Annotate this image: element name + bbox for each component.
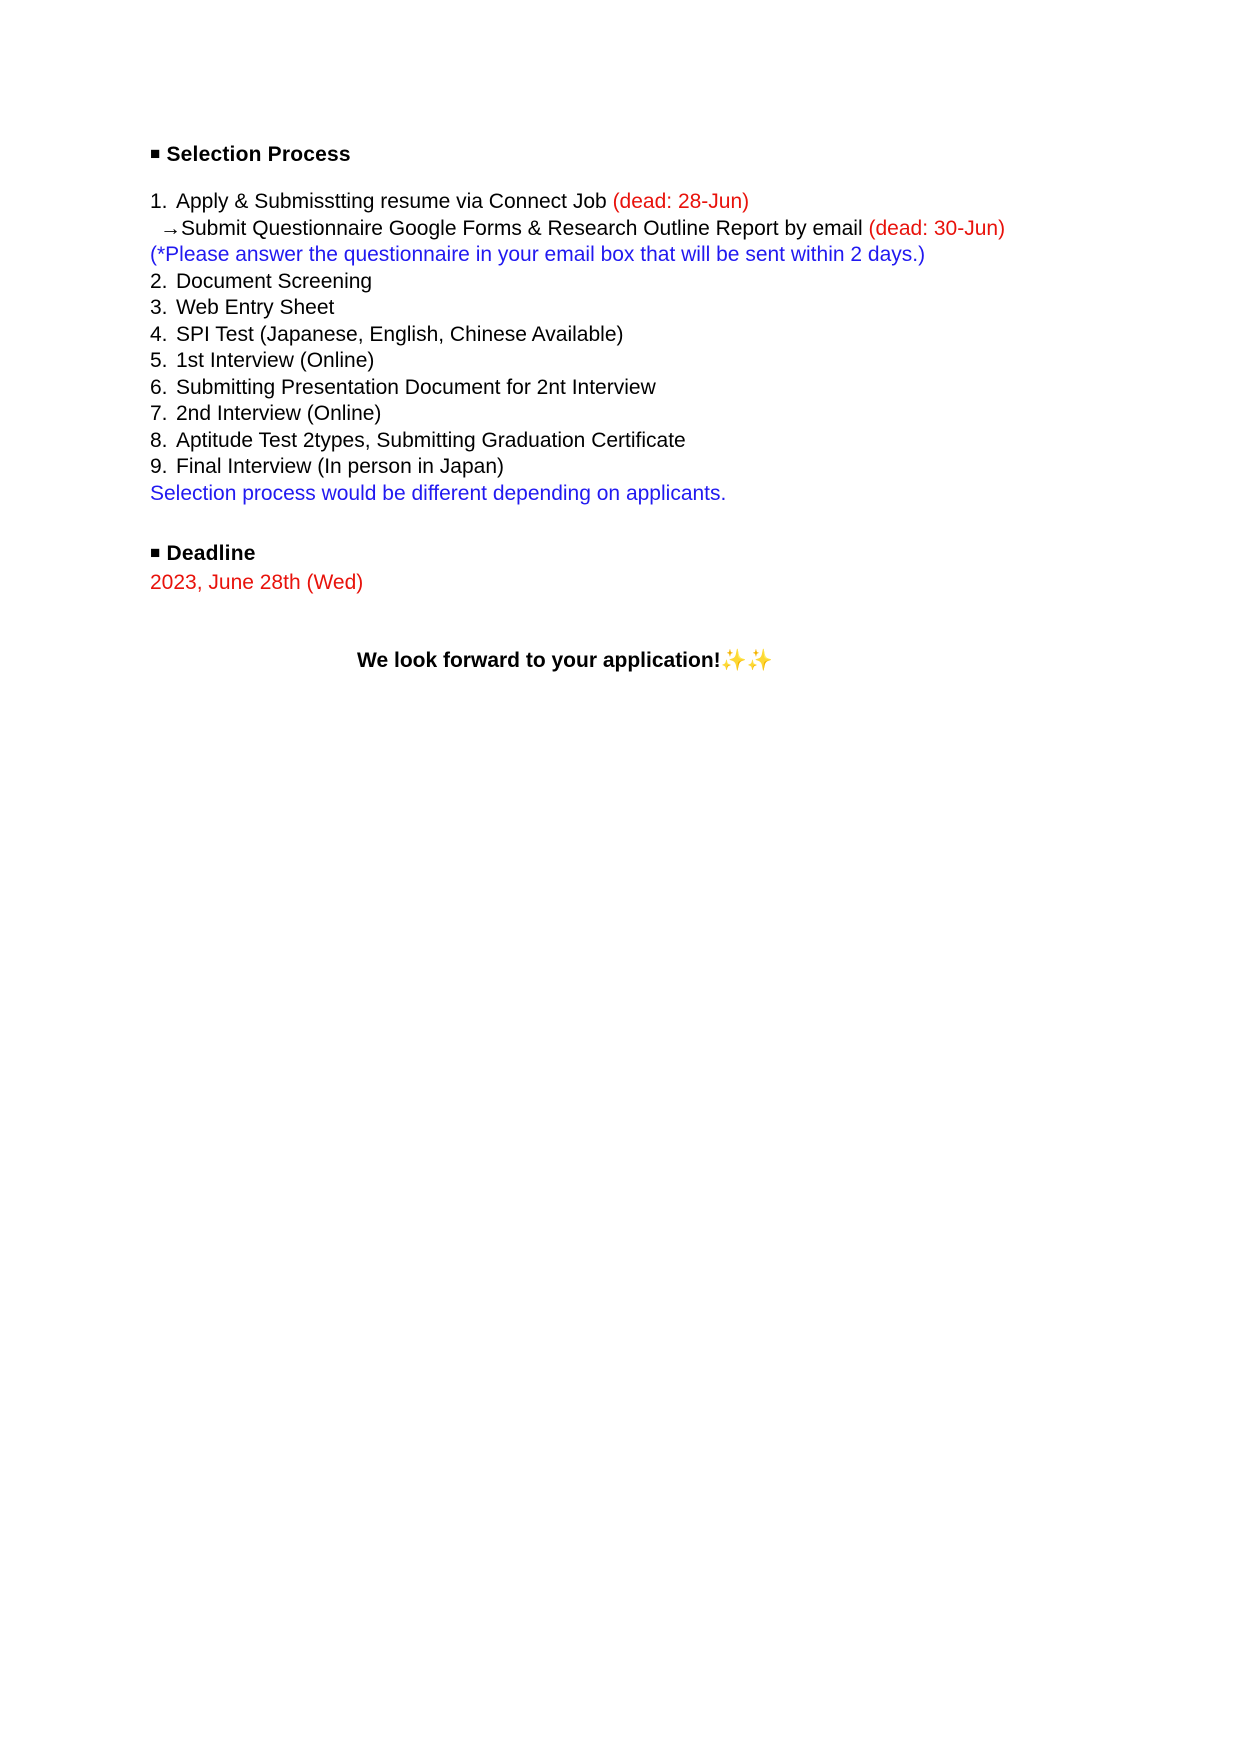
step-text: Document Screening (176, 269, 373, 293)
list-item (150, 428, 1110, 455)
selection-process-steps (150, 189, 1110, 507)
closing-message (150, 649, 1110, 673)
list-item (150, 269, 1110, 296)
bullet-square-icon: ■ (150, 144, 161, 163)
sub-step-line (150, 216, 1110, 243)
sub-step-deadline: (dead: 30-Jun) (868, 216, 1006, 240)
document-content (150, 142, 1110, 673)
list-item (150, 189, 1110, 216)
list-item (150, 295, 1110, 322)
step-deadline: (dead: 28-Jun) (612, 190, 750, 214)
deadline-date: 2023, June 28th (Wed) (150, 571, 364, 595)
deadline-heading-text: Deadline (166, 542, 256, 566)
step-text: 1st Interview (Online) (176, 349, 375, 373)
list-item (150, 348, 1110, 375)
arrow-icon: → (160, 216, 181, 240)
step-text: Apply & Submisstting resume via Connect Job (176, 190, 607, 214)
list-item (150, 401, 1110, 428)
step-text: Final Interview (In person in Japan) (176, 455, 504, 479)
step-number: 9. (150, 455, 168, 479)
selection-process-closing-note: Selection process would be different depending on applicants. (150, 481, 727, 505)
list-item (150, 322, 1110, 349)
step-number: 8. (150, 428, 168, 452)
selection-process-heading (150, 142, 1110, 167)
step-text: Aptitude Test 2types, Submitting Graduation Certificate (176, 428, 686, 452)
sparkles-icon: ✨✨ (720, 648, 773, 672)
closing-message-text: We look forward to your application! (357, 648, 721, 672)
step-number: 2. (150, 269, 168, 293)
list-item (150, 375, 1110, 402)
questionnaire-note: (*Please answer the questionnaire in your email box that will be sent within 2 days.) (150, 243, 926, 267)
step-number: 5. (150, 349, 168, 373)
step-text: SPI Test (Japanese, English, Chinese Available) (176, 322, 624, 346)
step-number: 3. (150, 296, 168, 320)
list-item (150, 454, 1110, 481)
step-number: 7. (150, 402, 168, 426)
step-text: Web Entry Sheet (176, 296, 335, 320)
step-number: 1. (150, 190, 168, 214)
sub-step-text: Submit Questionnaire Google Forms & Research Outline Report by email (181, 216, 863, 240)
deadline-section (150, 541, 1110, 597)
bullet-square-icon: ■ (150, 543, 161, 563)
selection-process-heading-text: Selection Process (166, 143, 351, 166)
step-text: Submitting Presentation Document for 2nt Interview (176, 375, 656, 399)
step-number: 6. (150, 375, 168, 399)
deadline-heading (150, 541, 1110, 566)
step-number: 4. (150, 322, 168, 346)
step-text: 2nd Interview (Online) (176, 402, 382, 426)
